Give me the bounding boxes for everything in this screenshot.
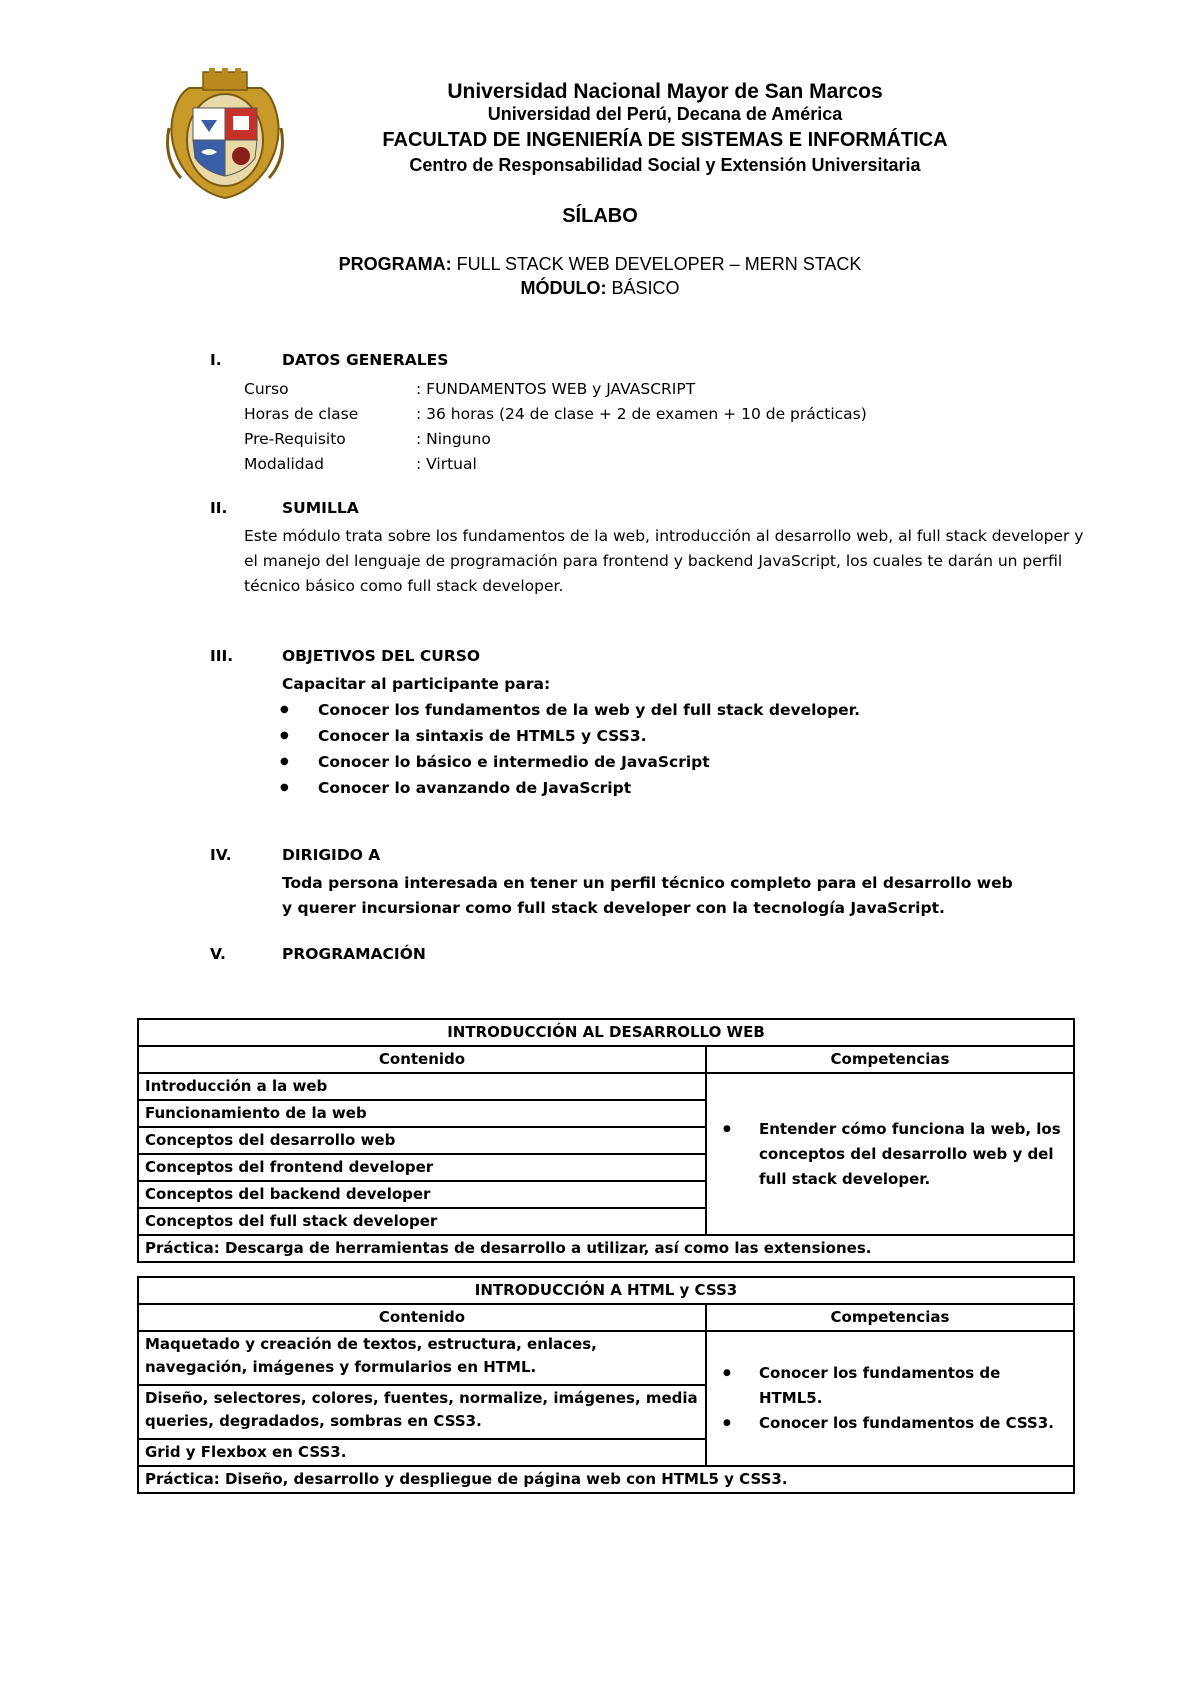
list-item: ● Conocer lo avanzando de JavaScript [280,775,860,801]
program-block [0,252,1200,300]
list-item: ● Conocer los fundamentos de HTML5. [723,1361,1067,1411]
university-seal-logo [165,68,285,200]
data-label: Modalidad [244,455,324,473]
table-row: Conceptos del frontend developer [138,1154,706,1181]
faculty-name: FACULTAD DE INGENIERÍA DE SISTEMAS E INFORMÁTICA [382,129,948,151]
program-line [0,252,1200,276]
practica-row: Práctica: Diseño, desarrollo y despliegue de página web con HTML5 y CSS3. [138,1466,1074,1493]
section-title: DIRIGIDO A [282,846,381,864]
program-value: FULL STACK WEB DEVELOPER – MERN STACK [451,254,862,274]
data-label: Horas de clase [244,405,359,423]
competencias-cell [706,1331,1074,1466]
section-title: PROGRAMACIÓN [282,945,426,963]
program-label: PROGRAMA: [338,254,452,274]
section-title: SUMILLA [282,499,359,517]
data-value: : Ninguno [416,430,491,448]
table-row: Funcionamiento de la web [138,1100,706,1127]
section-number: II. [210,499,228,517]
list-item: ● Entender cómo funciona la web, los conceptos del desarrollo web y del full stack developer. [723,1117,1067,1192]
programming-table-html-css [137,1276,1075,1494]
section-number: I. [210,351,222,369]
document-title: SÍLABO [562,205,638,227]
list-item: ● Conocer los fundamentos de CSS3. [723,1411,1067,1436]
competencias-cell [706,1073,1074,1235]
column-header-contenido: Contenido [138,1304,706,1331]
table-title: INTRODUCCIÓN AL DESARROLLO WEB [138,1019,1074,1046]
table-row: Conceptos del desarrollo web [138,1127,706,1154]
list-item: ● Conocer los fundamentos de la web y del full stack developer. [280,697,860,723]
data-value: : Virtual [416,455,477,473]
table-row: Conceptos del full stack developer [138,1208,706,1235]
sumilla-text: Este módulo trata sobre los fundamentos de la web, introducción al desarrollo web, al full stack developer y el manejo del lenguaje de programación para frontend y backend JavaScript, los cuales te darán un perfil técnico básico como full stack developer. [244,527,1084,595]
column-header-competencias: Competencias [706,1046,1074,1073]
module-label: MÓDULO: [520,278,607,298]
module-line [0,276,1200,300]
column-header-competencias: Competencias [706,1304,1074,1331]
table-row: Introducción a la web [138,1073,706,1100]
center-name: Centro de Responsabilidad Social y Extensión Universitaria [409,155,921,175]
data-label: Curso [244,380,289,398]
table-row: Diseño, selectores, colores, fuentes, normalize, imágenes, media queries, degradados, sombras en CSS3. [138,1385,706,1439]
section-number: V. [210,945,226,963]
column-header-contenido: Contenido [138,1046,706,1073]
university-name: Universidad Nacional Mayor de San Marcos [447,80,883,103]
table-row: Grid y Flexbox en CSS3. [138,1439,706,1466]
document-header [270,80,1060,177]
objetivos-list [280,697,860,801]
list-item: ● Conocer lo básico e intermedio de JavaScript [280,749,860,775]
list-item: ● Conocer la sintaxis de HTML5 y CSS3. [280,723,860,749]
programming-table-web [137,1018,1075,1263]
module-value: BÁSICO [606,278,680,298]
data-label: Pre-Requisito [244,430,346,448]
data-value: : 36 horas (24 de clase + 2 de examen + 10 de prácticas) [416,405,867,423]
table-row: Conceptos del backend developer [138,1181,706,1208]
university-subtitle: Universidad del Perú, Decana de América [487,104,843,124]
section-number: IV. [210,846,232,864]
section-title: OBJETIVOS DEL CURSO [282,647,481,665]
objetivos-intro: Capacitar al participante para: [282,675,551,693]
section-title: DATOS GENERALES [282,351,449,369]
data-value: : FUNDAMENTOS WEB y JAVASCRIPT [416,380,696,398]
table-title: INTRODUCCIÓN A HTML y CSS3 [138,1277,1074,1304]
dirigido-text: Toda persona interesada en tener un perfil técnico completo para el desarrollo web y querer incursionar como full stack developer con la tecnología JavaScript. [282,874,1013,917]
section-number: III. [210,647,234,665]
table-row: Maquetado y creación de textos, estructura, enlaces, navegación, imágenes y formularios en HTML. [138,1331,706,1385]
practica-row: Práctica: Descarga de herramientas de desarrollo a utilizar, así como las extensiones. [138,1235,1074,1262]
